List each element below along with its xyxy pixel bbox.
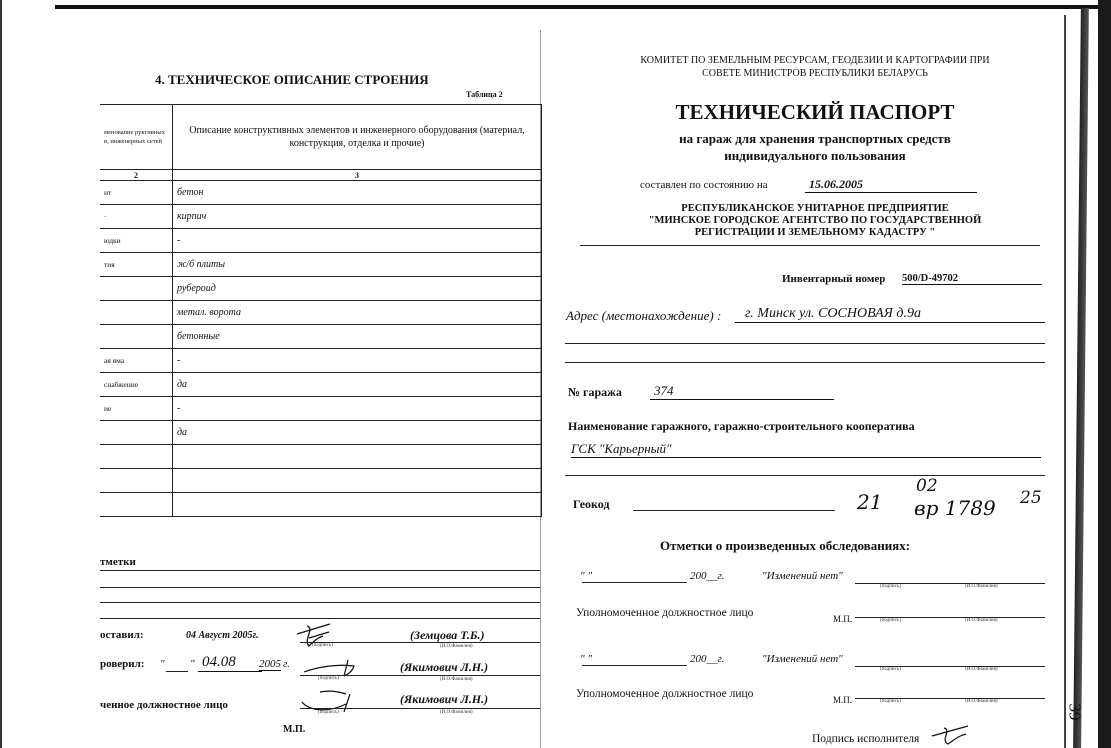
authorized-sign-line <box>300 708 540 709</box>
inspection-2-date-line <box>582 665 687 666</box>
inspection-2-status: "Изменений нет" <box>762 653 843 665</box>
scan-right-edge <box>1073 8 1089 748</box>
row-element-name <box>100 421 173 445</box>
inspections-title: Отметки о произведенных обследованиях: <box>660 538 911 553</box>
row-element-name <box>100 469 173 493</box>
table-row <box>100 469 542 493</box>
committee-line-2: СОВЕТЕ МИНИСТРОВ РЕСПУБЛИКИ БЕЛАРУСЬ <box>702 68 928 79</box>
notes-line-1 <box>100 570 540 571</box>
authorized-signature-caption: (подпись) <box>318 710 339 715</box>
address-value: г. Минск ул. СОСНОВАЯ д.9а <box>735 306 1045 323</box>
address-line-2 <box>565 343 1045 344</box>
table-row <box>100 373 542 397</box>
header-col-description: Описание конструктивных элементов и инженерного оборудования (материал, конструкция, отделка и прочие) <box>173 105 542 170</box>
compiled-name: (Земцова Т.Б.) <box>410 628 485 642</box>
row-element-description: да <box>173 421 542 445</box>
subtitle-line-2: индивидуального пользования <box>724 148 906 163</box>
signature-yakimovich-2 <box>300 690 370 720</box>
checked-year: 2005 <box>259 658 281 670</box>
garage-number-label: № гаража <box>568 385 622 399</box>
col-number-2: 2 <box>100 170 173 181</box>
organization-block <box>565 203 1065 239</box>
inspection-1-fio-caption: (И.О.Фамилия) <box>965 584 998 589</box>
col-number-3: 3 <box>173 170 542 181</box>
table-row <box>100 445 542 469</box>
checked-day-line <box>166 671 188 672</box>
row-element-name <box>100 301 173 325</box>
checked-quote-open: " <box>160 658 165 670</box>
table-row <box>100 493 542 517</box>
inspection-2-fio-caption: (И.О.Фамилия) <box>965 667 998 672</box>
checked-date: 04.08 <box>198 654 262 672</box>
inspection-2-quotes: " " <box>580 653 592 665</box>
geocode-line <box>633 510 835 511</box>
row-element-name: ие <box>100 397 173 421</box>
row-element-description: - <box>173 349 542 373</box>
committee-line-1: КОМИТЕТ ПО ЗЕМЕЛЬНЫМ РЕСУРСАМ, ГЕОДЕЗИИ И КАРТОГРАФИИ ПРИ <box>640 55 990 66</box>
inspection-2-year: 200__г. <box>690 653 725 665</box>
row-element-description <box>173 493 542 517</box>
cooperative-label: Наименование гаражного, гаражно-строительного кооператива <box>568 419 915 433</box>
handwritten-geo-1: 21 <box>857 490 883 514</box>
compiled-date: 04 Август 2005г. <box>186 630 259 641</box>
org-underline <box>580 245 1040 246</box>
row-element-name: юдки <box>100 229 173 253</box>
row-element-name <box>100 445 173 469</box>
geocode-label: Геокод <box>573 497 610 511</box>
inventory-label: Инвентарный номер <box>782 273 886 285</box>
construction-table <box>100 104 542 517</box>
table-number-row <box>100 170 542 181</box>
page-number: 39 <box>1065 703 1085 721</box>
table-row <box>100 277 542 301</box>
row-element-name: · <box>100 205 173 229</box>
row-element-description: - <box>173 397 542 421</box>
state-date: 15.06.2005 <box>805 177 977 193</box>
row-element-description: кирпич <box>173 205 542 229</box>
checked-name: (Якимович Л.Н.) <box>400 660 489 674</box>
checked-year-suffix: г. <box>283 658 290 670</box>
cooperative-line-2 <box>565 475 1045 476</box>
row-element-description: бетонные <box>173 325 542 349</box>
org-line-3: РЕГИСТРАЦИИ И ЗЕМЕЛЬНОМУ КАДАСТРУ " <box>694 227 936 238</box>
cooperative-value: ГСК "Карьерный" <box>571 441 1041 458</box>
table-header-row <box>100 105 542 170</box>
row-element-name <box>100 277 173 301</box>
table-row <box>100 229 542 253</box>
compiled-fio-caption: (И.О.Фамилия) <box>440 644 473 649</box>
row-element-name <box>100 493 173 517</box>
authorized-label: ченное должностное лицо <box>100 699 228 711</box>
handwritten-geo-4: вр 1789 <box>914 496 996 520</box>
inspection-1-official-label: Уполномоченное должностное лицо <box>576 607 754 619</box>
row-element-description: ж/б плиты <box>173 253 542 277</box>
row-element-description <box>173 445 542 469</box>
row-element-name <box>100 325 173 349</box>
subtitle-line-1: на гараж для хранения транспортных средств <box>679 131 951 146</box>
checked-signature-caption: (подпись) <box>318 676 339 681</box>
notes-line-3 <box>100 602 540 603</box>
inspection-2-official-label: Уполномоченное должностное лицо <box>576 688 754 700</box>
inspection-1-year: 200__г. <box>690 570 725 582</box>
inspection-1-stamp: М.П. <box>833 614 853 624</box>
handwritten-geo-3: 25 <box>1020 488 1042 508</box>
committee-header <box>565 54 1065 80</box>
inspection-2-fio-caption-2: (И.О.Фамилия) <box>965 699 998 704</box>
row-element-description <box>173 469 542 493</box>
table-row <box>100 181 542 205</box>
table-row <box>100 421 542 445</box>
checked-fio-caption: (И.О.Фамилия) <box>440 677 473 682</box>
table-row <box>100 205 542 229</box>
compiled-label: оставил: <box>100 629 144 641</box>
inspection-1-fio-caption-2: (И.О.Фамилия) <box>965 618 998 623</box>
checked-quote-close: " <box>190 658 195 670</box>
compiled-signature-caption: (подпись) <box>312 643 333 648</box>
inspection-1-sig-caption-2: (подпись) <box>880 618 901 623</box>
header-col-name: меновапие рукгивных в, инженерных сетей <box>100 105 173 170</box>
notes-line-2 <box>100 587 540 588</box>
row-element-description: - <box>173 229 542 253</box>
authorized-fio-caption: (И.О.Фамилия) <box>440 710 473 715</box>
org-line-1: РЕСПУБЛИКАНСКОЕ УНИТАРНОЕ ПРЕДПРИЯТИЕ <box>681 203 949 214</box>
org-line-2: "МИНСКОЕ ГОРОДСКОЕ АГЕНТСТВО ПО ГОСУДАРСТВЕННОЙ <box>648 215 982 226</box>
passport-title: ТЕХНИЧЕСКИЙ ПАСПОРТ <box>675 100 955 124</box>
handwritten-geo-2: 02 <box>916 476 938 496</box>
scan-top-edge <box>55 5 1111 9</box>
row-element-name: нт <box>100 181 173 205</box>
passport-subtitle <box>565 130 1065 164</box>
row-element-description: метал. ворота <box>173 301 542 325</box>
left-stamp-label: М.П. <box>283 724 306 735</box>
address-label: Адрес (местонахождение) : <box>566 308 722 323</box>
table-row <box>100 397 542 421</box>
table-row <box>100 301 542 325</box>
section-title: 4. ТЕХНИЧЕСКОЕ ОПИСАНИЕ СТРОЕНИЯ <box>155 72 429 87</box>
table-row <box>100 325 542 349</box>
authorized-name: (Якимович Л.Н.) <box>400 692 489 706</box>
address-line-3 <box>565 362 1045 363</box>
row-element-name: тия <box>100 253 173 277</box>
notes-line-4 <box>100 618 540 619</box>
row-element-name: ая яма <box>100 349 173 373</box>
table-row <box>100 349 542 373</box>
state-label: составлен по состоянию на <box>640 179 768 191</box>
table-label: Таблица 2 <box>466 90 503 99</box>
inspection-1-sig-caption: (подпись) <box>880 584 901 589</box>
table-row <box>100 253 542 277</box>
inventory-number: 500/D-49702 <box>902 273 1042 285</box>
row-element-name: снабжение <box>100 373 173 397</box>
garage-number-value: 374 <box>650 383 834 400</box>
inspection-1-status: "Изменений нет" <box>762 570 843 582</box>
row-element-description: рубероид <box>173 277 542 301</box>
executor-signature-label: Подпись исполнителя <box>812 733 920 745</box>
executor-signature <box>930 722 975 746</box>
row-element-description: бетон <box>173 181 542 205</box>
scan-left-edge <box>0 0 2 748</box>
inspection-2-sig-caption: (подпись) <box>880 667 901 672</box>
inspection-2-stamp: М.П. <box>833 695 853 705</box>
row-element-description: да <box>173 373 542 397</box>
notes-label: тметки <box>100 556 140 568</box>
inspection-1-quotes: " " <box>580 570 592 582</box>
inspection-1-date-line <box>582 582 687 583</box>
inspection-2-sig-caption-2: (подпись) <box>880 699 901 704</box>
checked-label: роверил: <box>100 658 145 670</box>
scan-right-border <box>1098 0 1111 748</box>
